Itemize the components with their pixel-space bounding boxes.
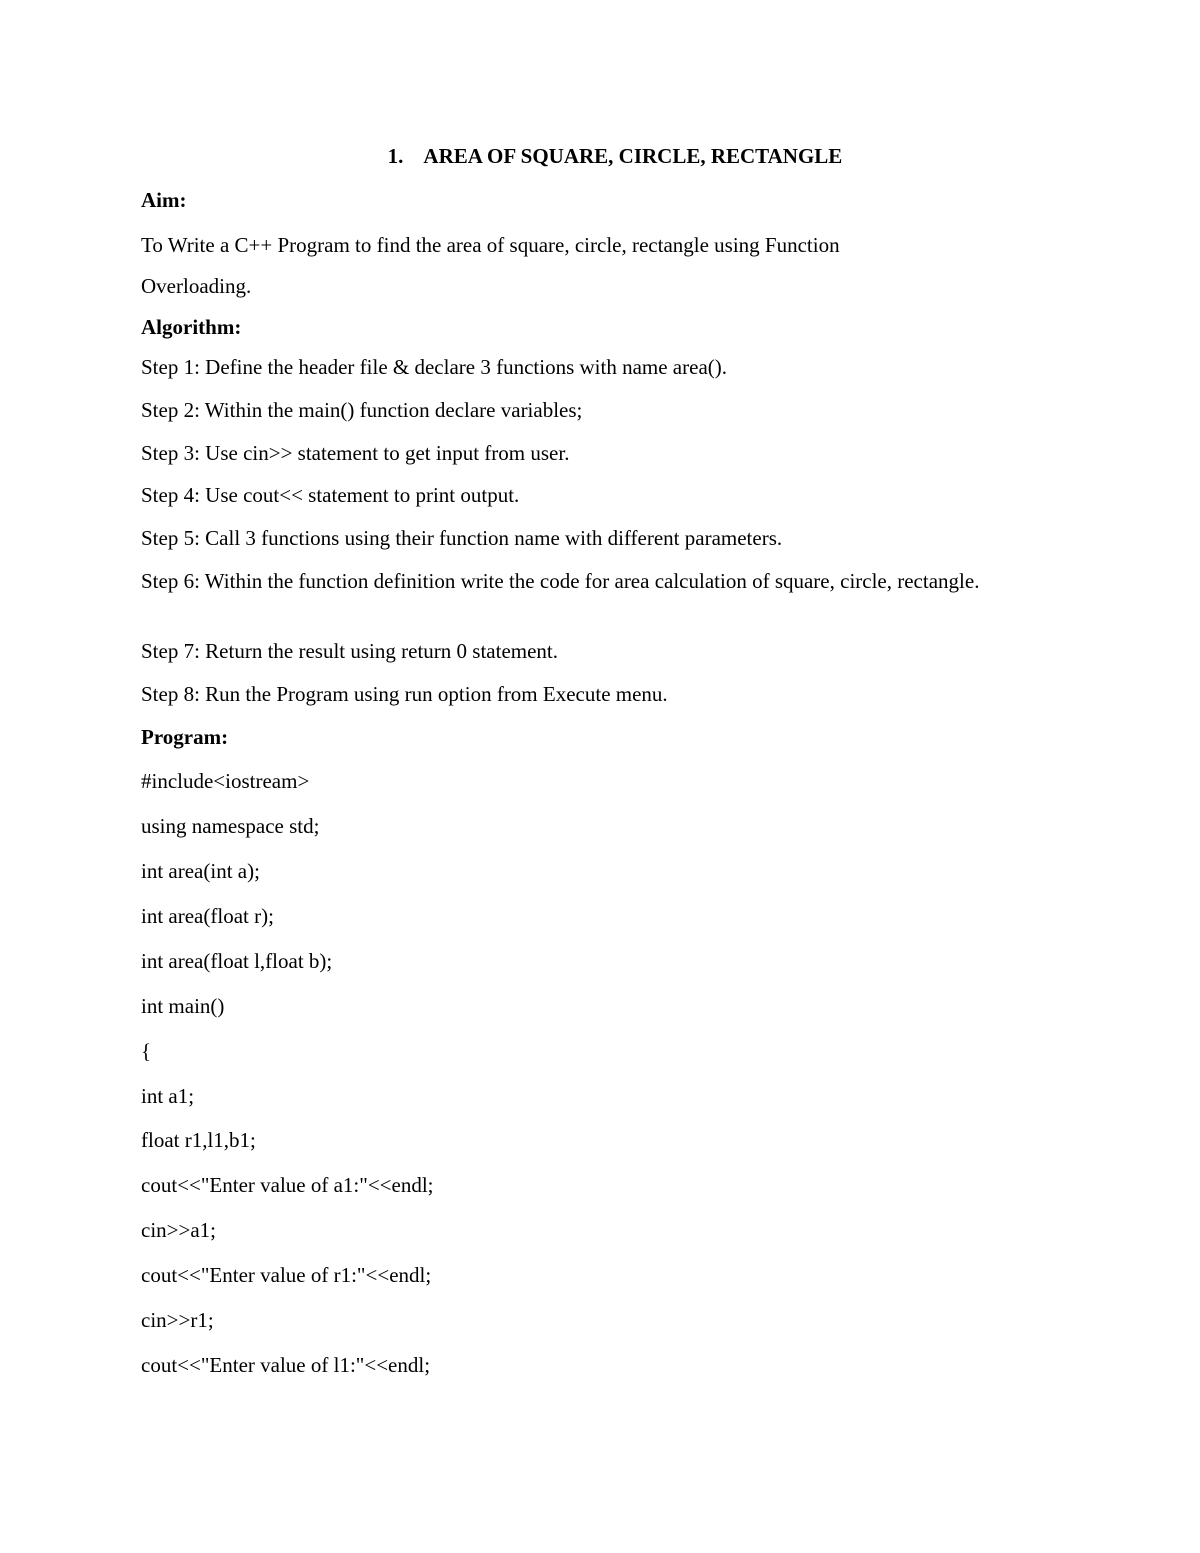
algorithm-step: Step 5: Call 3 functions using their function name with different parameters. <box>141 526 783 550</box>
algorithm-heading: Algorithm: <box>141 315 242 339</box>
title-text: AREA OF SQUARE, CIRCLE, RECTANGLE <box>423 144 843 168</box>
code-line: int area(int a); <box>141 859 260 883</box>
algorithm-step: Step 7: Return the result using return 0 statement. <box>141 639 559 663</box>
algorithm-step: Step 2: Within the main() function declare variables; <box>141 398 583 422</box>
code-line: int a1; <box>141 1084 195 1108</box>
algorithm-step: Step 4: Use cout<< statement to print output. <box>141 483 520 507</box>
code-line: int main() <box>141 994 225 1018</box>
title-number: 1. <box>387 144 404 168</box>
code-line: float r1,l1,b1; <box>141 1128 256 1152</box>
aim-heading: Aim: <box>141 188 187 212</box>
code-line: cout<<"Enter value of a1:"<<endl; <box>141 1173 434 1197</box>
code-line: cin>>r1; <box>141 1308 214 1332</box>
code-line: cout<<"Enter value of l1:"<<endl; <box>141 1353 431 1377</box>
aim-text-line-2: Overloading. <box>141 274 252 298</box>
code-line: using namespace std; <box>141 814 320 838</box>
algorithm-step: Step 6: Within the function definition write the code for area calculation of square, circle, rectangle. <box>141 569 980 593</box>
algorithm-step: Step 3: Use cin>> statement to get input from user. <box>141 441 570 465</box>
code-line: { <box>141 1039 152 1063</box>
code-line: #include<iostream> <box>141 769 310 793</box>
code-line: int area(float r); <box>141 904 274 928</box>
code-line: cout<<"Enter value of r1:"<<endl; <box>141 1263 432 1287</box>
algorithm-step: Step 1: Define the header file & declare 3 functions with name area(). <box>141 355 728 379</box>
algorithm-step: Step 8: Run the Program using run option from Execute menu. <box>141 682 668 706</box>
aim-text-line-1: To Write a C++ Program to find the area of square, circle, rectangle using Function <box>141 233 840 257</box>
page-title <box>0 143 1200 169</box>
code-line: int area(float l,float b); <box>141 949 333 973</box>
program-heading: Program: <box>141 725 229 749</box>
code-line: cin>>a1; <box>141 1218 216 1242</box>
